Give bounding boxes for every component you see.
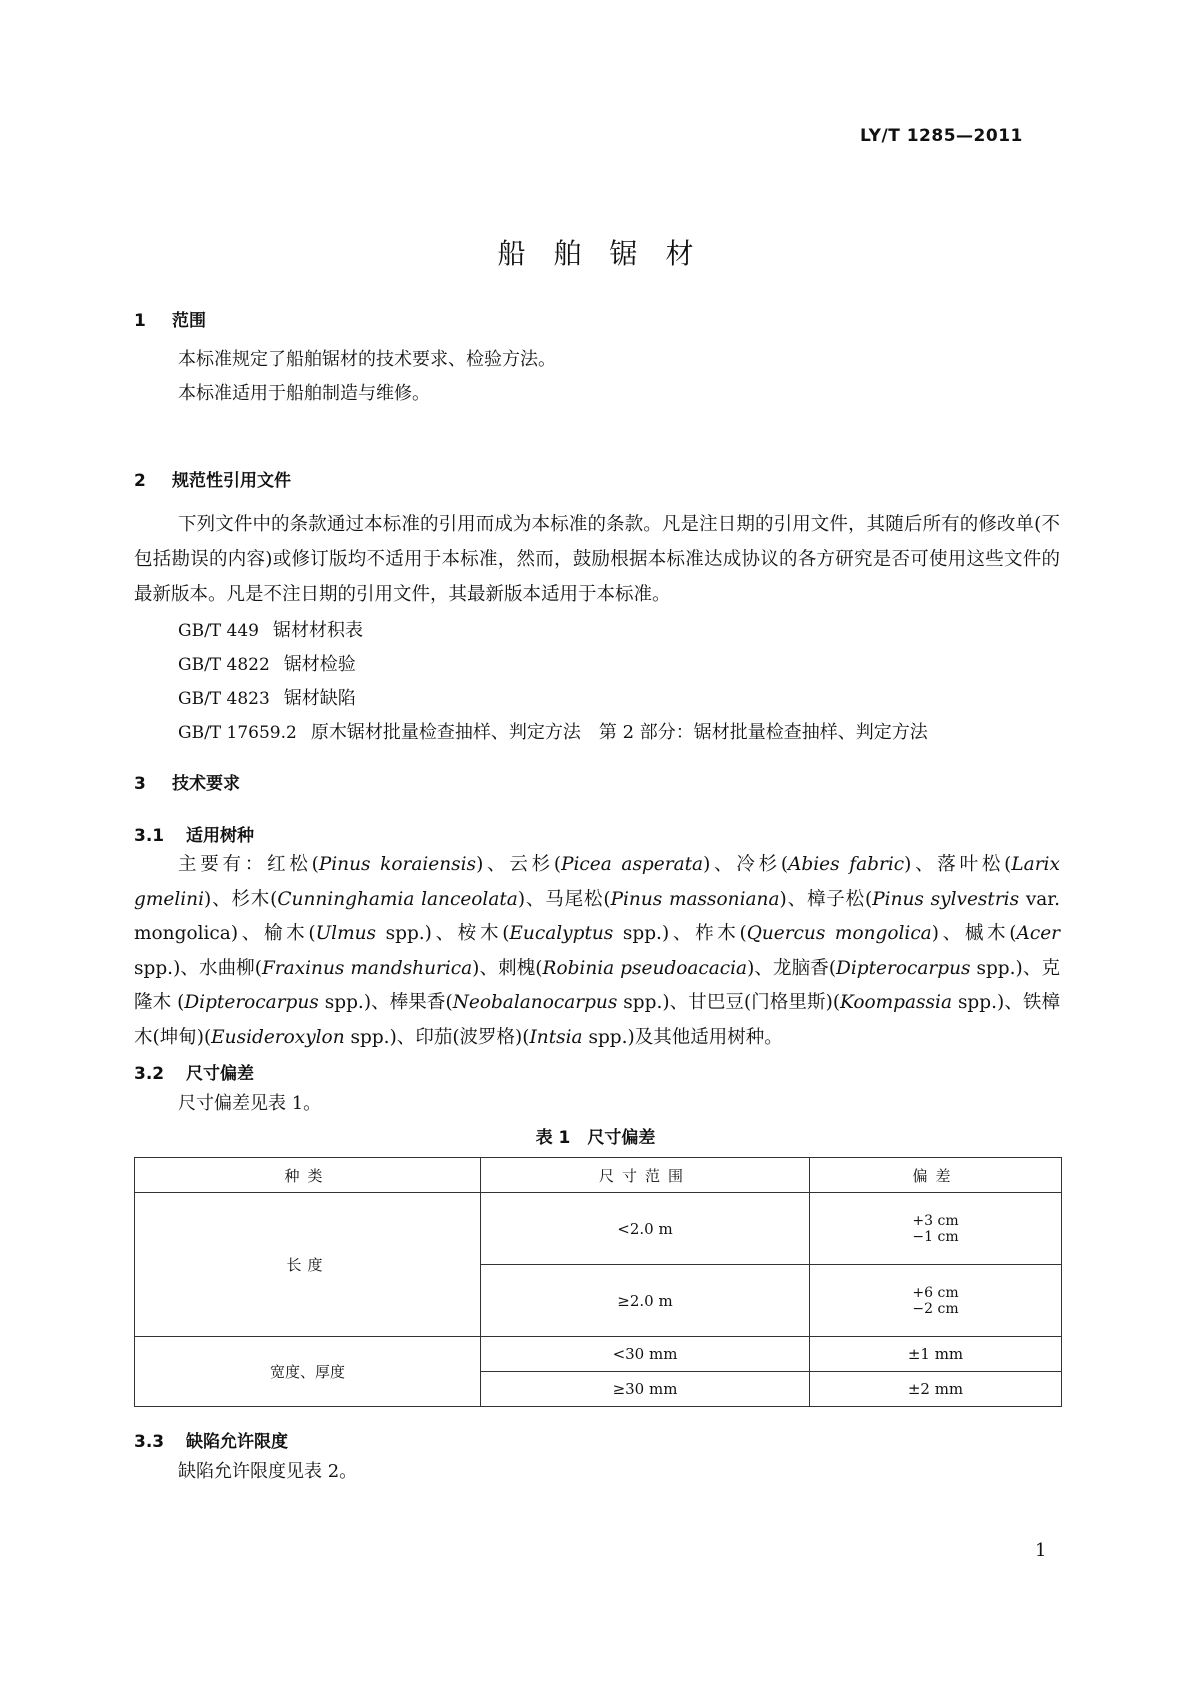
section-title: 技术要求 [172, 774, 240, 794]
species-latin-suffix: spp. [951, 992, 998, 1014]
section-3-heading [134, 769, 240, 794]
section-number: 3.3 [134, 1432, 165, 1452]
species-suffix: 及其他适用树种。 [634, 1026, 783, 1048]
section-title: 适用树种 [186, 826, 254, 846]
species-chinese-name: 榆木 [263, 923, 309, 945]
deviation-cell: ±2 mm [810, 1372, 1062, 1407]
species-latin-name: Quercus mongolica [746, 923, 932, 945]
species-latin-suffix: var. mongolica [134, 888, 1060, 945]
reference-item [178, 616, 363, 642]
range-cell: <30 mm [481, 1337, 810, 1372]
species-chinese-name: 克隆木 [134, 957, 1060, 1014]
species-chinese-name: 铁樟木(坤甸) [134, 992, 1060, 1048]
deviation-plus: +3 cm [912, 1212, 959, 1229]
species-chinese-name: 甘巴豆(门格里斯) [688, 992, 833, 1014]
section-2-heading [134, 466, 291, 491]
species-chinese-name: 刺槐 [498, 957, 536, 979]
table-header-cell: 尺寸范围 [481, 1158, 810, 1193]
document-title: 船舶锯材 [497, 237, 722, 270]
table-header-cell: 偏差 [810, 1158, 1062, 1193]
species-latin-suffix: spp. [617, 992, 663, 1014]
section-title: 规范性引用文件 [172, 471, 291, 491]
species-latin-suffix: spp. [970, 957, 1016, 979]
species-latin-suffix: spp. [376, 923, 425, 945]
species-chinese-name: 云杉 [509, 854, 554, 875]
standard-number: LY/T 1285—2011 [860, 126, 1023, 146]
species-chinese-name: 槭木 [964, 923, 1010, 945]
reference-item [178, 650, 356, 676]
species-chinese-name: 柞木 [695, 923, 740, 945]
species-prefix: 主要有： [178, 854, 268, 875]
reference-title: 锯材检验 [283, 654, 356, 675]
table-1-caption: 表 1 尺寸偏差 [535, 1128, 656, 1148]
species-chinese-name: 落叶松 [937, 854, 1005, 875]
table-header-cell: 种类 [135, 1158, 481, 1193]
species-latin-name: Pinus koraiensis [318, 854, 477, 875]
species-latin-name: Picea asperata [561, 854, 704, 875]
table-row [135, 1337, 1062, 1372]
section-number: 1 [134, 311, 146, 331]
species-latin-name: Ulmus [315, 923, 377, 945]
section-3-2-heading [134, 1059, 254, 1084]
species-chinese-name: 水曲柳 [198, 957, 255, 979]
species-latin-name: Abies fabric [788, 854, 905, 875]
species-latin-name: Eucalyptus [509, 923, 614, 945]
reference-code: GB/T 449 [178, 621, 259, 641]
species-chinese-name: 棒果香 [389, 992, 446, 1014]
dimension-deviation-table [134, 1157, 1062, 1407]
species-chinese-name: 印茄(波罗格) [415, 1026, 523, 1048]
deviation-plus: +6 cm [912, 1284, 959, 1301]
deviation-cell [810, 1193, 1062, 1265]
reference-code: GB/T 17659.2 [178, 723, 297, 743]
reference-code: GB/T 4823 [178, 689, 270, 709]
deviation-paragraph: 尺寸偏差见表 1。 [178, 1093, 322, 1114]
section-1-heading [134, 306, 206, 331]
species-chinese-name: 红松 [267, 854, 312, 875]
section-number: 3.1 [134, 826, 165, 846]
section-title: 缺陷允许限度 [186, 1432, 288, 1452]
species-latin-name: Cunninghamia lanceolata [277, 888, 518, 910]
species-latin-suffix: spp. [134, 957, 174, 979]
species-latin-suffix: spp. [582, 1026, 628, 1048]
references-paragraph: 下列文件中的条款通过本标准的引用而成为本标准的条款。凡是注日期的引用文件，其随后所有的修改单(不包括勘误的内容)或修订版均不适用于本标准，然而，鼓励根据本标准达成协议的各方研究是否可使用这些文件的最新版本。凡是不注日期的引用文件，其最新版本适用于本标准。 [134, 514, 1060, 605]
range-cell: ≥30 mm [481, 1372, 810, 1407]
section-title: 范围 [172, 311, 206, 331]
reference-item [178, 718, 928, 744]
species-chinese-name: 桉木 [457, 923, 503, 945]
category-cell: 宽度、厚度 [135, 1337, 481, 1407]
section-title: 尺寸偏差 [186, 1064, 254, 1084]
species-chinese-name: 杉木 [231, 888, 271, 910]
range-cell: <2.0 m [481, 1193, 810, 1265]
species-latin-suffix: spp. [318, 992, 364, 1014]
species-latin-suffix: spp. [344, 1026, 390, 1048]
reference-title: 锯材材积表 [273, 620, 363, 641]
category-cell: 长度 [135, 1193, 481, 1337]
table-row [135, 1193, 1062, 1265]
species-chinese-name: 马尾松 [545, 888, 604, 910]
table-header-row [135, 1158, 1062, 1193]
species-chinese-name: 樟子松 [806, 888, 865, 910]
reference-item [178, 684, 356, 710]
species-chinese-name: 冷杉 [736, 854, 781, 875]
section-number: 3 [134, 774, 146, 794]
species-latin-suffix: spp. [613, 923, 662, 945]
defect-paragraph: 缺陷允许限度见表 2。 [178, 1461, 358, 1482]
species-chinese-name: 龙脑香 [773, 957, 829, 979]
species-latin-name: Pinus sylvestris [872, 888, 1020, 910]
range-cell: ≥2.0 m [481, 1265, 810, 1337]
deviation-cell [810, 1265, 1062, 1337]
species-latin-name: Dipterocarpus [184, 992, 319, 1014]
species-latin-name: Robinia pseudoacacia [542, 957, 748, 979]
deviation-minus: −1 cm [912, 1228, 959, 1245]
scope-paragraph-1: 本标准规定了船舶锯材的技术要求、检验方法。 [178, 349, 556, 370]
species-paragraph: 主要有：红松(Pinus koraiensis)、云杉(Picea asperata)、冷杉(Abies fabric)、落叶松(Larix gmelini)、杉木(Cunninghamia lanceolata)、马尾松(Pinus massoniana)、樟子松(Pinus sylvestris var. mongolica)、榆木(Ulmus spp.)、桉木(Eucalyptus spp.)、柞木(Quercus mongolica)、槭木(Acer spp.)、水曲柳(Fraxinus mandshurica)、刺槐(Robinia pseudoacacia)、龙脑香(Dipterocarpus spp.)、克隆木 (Dipterocarpus spp.)、棒果香(Neobalanocarpus spp.)、甘巴豆(门格里斯)(Koompassia spp.)、铁樟木(坤甸)(Eusideroxylon spp.)、印茄(波罗格)(Intsia spp.)及其他适用树种。 [134, 854, 1060, 1048]
deviation-cell: ±1 mm [810, 1337, 1062, 1372]
scope-paragraph-2: 本标准适用于船舶制造与维修。 [178, 383, 430, 404]
page-number: 1 [1035, 1540, 1047, 1561]
species-latin-name: Pinus massoniana [610, 888, 780, 910]
species-latin-name: Fraxinus mandshurica [262, 957, 473, 979]
section-3-3-heading [134, 1427, 288, 1452]
species-latin-name: Koompassia [840, 992, 952, 1014]
section-3-1-heading [134, 821, 254, 846]
species-latin-name: Intsia [529, 1026, 583, 1048]
reference-title: 锯材缺陷 [283, 688, 356, 709]
species-latin-name: Neobalanocarpus [452, 992, 618, 1014]
species-latin-name: Eusideroxylon [211, 1026, 345, 1048]
species-latin-name: Acer [1016, 923, 1060, 945]
section-number: 2 [134, 471, 146, 491]
reference-code: GB/T 4822 [178, 655, 270, 675]
section-number: 3.2 [134, 1064, 165, 1084]
species-latin-name: Dipterocarpus [836, 957, 971, 979]
reference-title: 原木锯材批量检查抽样、判定方法 第 2 部分：锯材批量检查抽样、判定方法 [310, 722, 928, 743]
species-latin-name: Larix gmelini [134, 854, 1060, 910]
deviation-minus: −2 cm [912, 1300, 959, 1317]
